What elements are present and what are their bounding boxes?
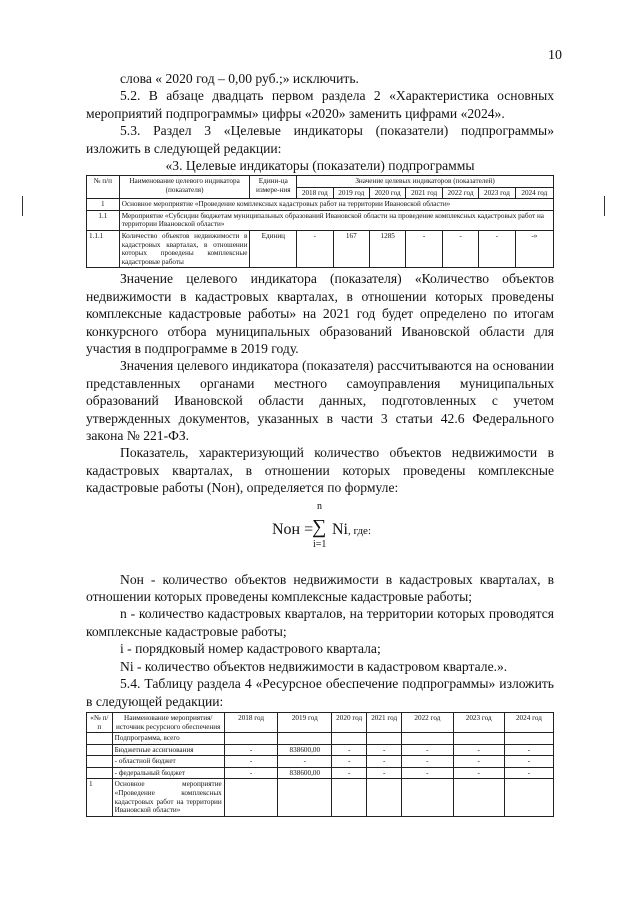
cell-value: - <box>224 767 278 779</box>
cell-value <box>278 779 332 816</box>
header-year: 2020 год <box>369 187 405 199</box>
table-row <box>87 756 554 768</box>
cell-value: - <box>442 231 478 268</box>
table-row <box>87 767 554 779</box>
definition: Nон - количество объектов недвижимости в кадастровых кварталах, в отношении которых проведены комплексные кадастровые работы; <box>86 571 554 605</box>
cell-num: 1.1 <box>87 210 120 230</box>
definition: n - количество кадастровых кварталов, на территории которых проводятся комплексные кадастровые работы; <box>86 606 554 639</box>
cell-num <box>87 756 113 768</box>
formula-lhs: Nон = <box>272 520 314 538</box>
cell-num <box>87 767 113 779</box>
cell-value: - <box>453 756 504 768</box>
cell-value: - <box>453 767 504 779</box>
header-year: 2022 год <box>442 187 478 199</box>
cell-value: - <box>406 231 442 268</box>
cell-value <box>453 779 504 816</box>
cell-value <box>367 733 402 745</box>
cell-value: - <box>332 744 367 756</box>
cell-value: - <box>224 756 278 768</box>
cell-value <box>224 779 278 816</box>
cell-value: - <box>332 756 367 768</box>
cell-text: Мероприятие «Субсидии бюджетам муниципальных образований Ивановской области на проведение комплексных кадастровых работ на территории Ивановской области» <box>119 210 553 230</box>
cell-num: 1.1.1 <box>87 231 120 268</box>
cell-num: 1 <box>87 779 113 816</box>
cell-value <box>278 733 332 745</box>
formula-suffix: , где: <box>348 524 371 537</box>
header-unit: Едини-ца измере-ния <box>250 176 297 199</box>
cell-value: - <box>504 744 553 756</box>
cell-value: - <box>504 767 553 779</box>
cell-name: - областной бюджет <box>112 756 224 768</box>
cell-value: -» <box>515 231 553 268</box>
header-year: 2019 год <box>333 187 369 199</box>
definition: Ni - количество объектов недвижимости в кадастровом квартале.». <box>120 658 508 674</box>
header-values: Значение целевых индикаторов (показателей) <box>297 176 554 188</box>
cell-value: - <box>402 767 453 779</box>
cell-name: Бюджетные ассигнования <box>112 744 224 756</box>
table-row <box>87 199 554 211</box>
formula-upper-limit: n <box>317 500 322 512</box>
header-year: 2022 год <box>402 712 453 732</box>
cell-value: - <box>504 756 553 768</box>
cell-value: 838600,00 <box>278 767 332 779</box>
cell-value <box>332 779 367 816</box>
document-body <box>86 70 554 817</box>
header-year: 2023 год <box>479 187 515 199</box>
definition: i - порядковый номер кадастрового квартала; <box>120 641 381 657</box>
header-year: 2020 год <box>332 712 367 732</box>
table-row <box>87 779 554 816</box>
cell-value <box>402 779 453 816</box>
table-row <box>87 733 554 745</box>
header-year: 2018 год <box>297 187 333 199</box>
cell-value: - <box>367 756 402 768</box>
formula-lower-limit: i=1 <box>313 538 327 550</box>
header-num: «№ п/п <box>87 712 113 732</box>
header-year: 2019 год <box>278 712 332 732</box>
header-year: 2021 год <box>367 712 402 732</box>
header-year: 2024 год <box>515 187 553 199</box>
cell-name: - федеральный бюджет <box>112 767 224 779</box>
paragraph: Значения целевого индикатора (показателя) рассчитываются на основании представленных органами местного самоуправления муниципальных образований Ивановской области данных, подготовленных с учетом утвержденных документов, указанных в части 3 статьи 42.6 Федерального закона № 221-ФЗ. <box>86 358 554 444</box>
cell-name: Основное мероприятие «Проведение комплексных кадастровых работ на территории Ивановской области» <box>112 779 224 816</box>
cell-num: 1 <box>87 199 120 211</box>
cell-value: - <box>278 756 332 768</box>
cell-name: Количество объектов недвижимости в кадастровых кварталах, в отношении которых проведены комплексные кадастровые работы <box>119 231 250 268</box>
header-num: № п/п <box>87 176 120 199</box>
header-name: Наименование целевого индикатора (показателя) <box>119 176 250 199</box>
table-row <box>87 210 554 230</box>
cell-name: Подпрограмма, всего <box>112 733 224 745</box>
cell-value <box>504 733 553 745</box>
cell-value <box>453 733 504 745</box>
cell-value: - <box>402 756 453 768</box>
cell-value: - <box>453 744 504 756</box>
paragraph: 5.2. В абзаце двадцать первом раздела 2 «Характеристика основных мероприятий подпрограммы» цифры «2020» заменить цифрами «2024». <box>86 88 554 121</box>
cell-value: - <box>479 231 515 268</box>
cell-unit: Единиц <box>250 231 297 268</box>
right-margin-mark <box>604 196 605 216</box>
cell-value: 1285 <box>369 231 405 268</box>
formula <box>86 501 554 559</box>
indicators-table <box>86 175 554 268</box>
paragraph: Показатель, характеризующий количество объектов недвижимости в кадастровых кварталах, в отношении которых проведены комплексные кадастровые работы (Nон), определяется по формуле: <box>86 445 554 496</box>
paragraph: Значение целевого индикатора (показателя) «Количество объектов недвижимости в кадастровых кварталах, в отношении которых проведены комплексные кадастровые работы» на 2021 год будет определено по итогам конкурсного отбора муниципальных образований Ивановской области для участия в подпрограмме в 2019 году. <box>86 271 554 356</box>
header-name: Наименование мероприятия/источник ресурсного обеспечения <box>112 712 224 732</box>
header-year: 2018 год <box>224 712 278 732</box>
paragraph: 5.4. Таблицу раздела 4 «Ресурсное обеспечение подпрограммы» изложить в следующей редакции: <box>86 676 554 709</box>
cell-value: - <box>224 744 278 756</box>
header-year: 2021 год <box>406 187 442 199</box>
cell-value: 167 <box>333 231 369 268</box>
cell-value: - <box>367 744 402 756</box>
cell-num <box>87 744 113 756</box>
header-year: 2024 год <box>504 712 553 732</box>
cell-value <box>224 733 278 745</box>
cell-value <box>367 779 402 816</box>
cell-value <box>402 733 453 745</box>
header-year: 2023 год <box>453 712 504 732</box>
table-row <box>87 231 554 268</box>
table-row <box>87 744 554 756</box>
page-number: 10 <box>548 48 562 63</box>
resources-table <box>86 712 554 817</box>
cell-value <box>332 733 367 745</box>
cell-value: - <box>367 767 402 779</box>
sum-symbol: ∑ <box>312 515 327 538</box>
paragraph: 5.3. Раздел 3 «Целевые индикаторы (показатели) подпрограммы» изложить в следующей редакции: <box>86 123 554 156</box>
cell-value <box>504 779 553 816</box>
cell-num <box>87 733 113 745</box>
cell-value: - <box>297 231 333 268</box>
cell-value: - <box>402 744 453 756</box>
formula-rhs: Ni <box>332 520 348 538</box>
cell-text: Основное мероприятие «Проведение комплексных кадастровых работ на территории Ивановской области» <box>119 199 553 211</box>
table-title: «3. Целевые индикаторы (показатели) подпрограммы <box>165 158 475 174</box>
left-margin-mark <box>22 196 23 216</box>
cell-value: - <box>332 767 367 779</box>
paragraph: слова « 2020 год – 0,00 руб.;» исключить. <box>120 71 359 86</box>
cell-value: 838600,00 <box>278 744 332 756</box>
